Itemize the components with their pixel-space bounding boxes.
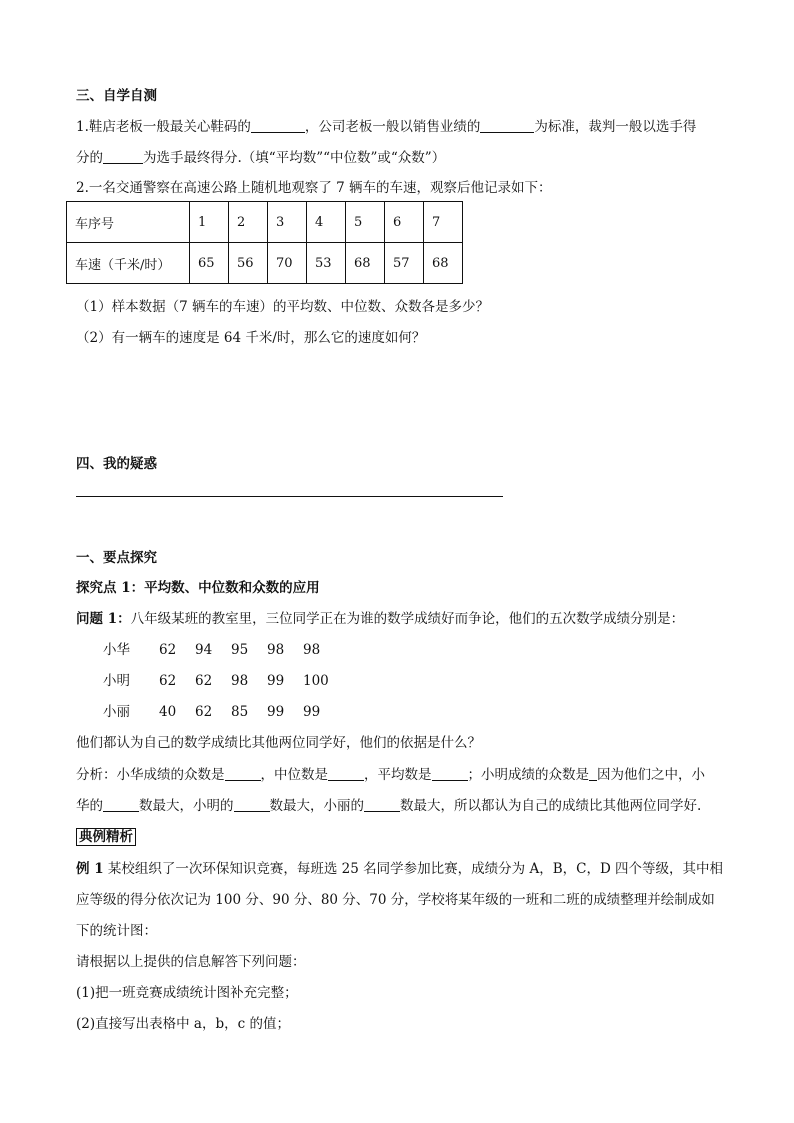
q1-text-c: 为标准，裁判一般以选手得 [534,119,697,135]
analysis-blank[interactable] [432,766,468,781]
table-row [67,243,463,284]
section4-title: 四、我的疑惑 [76,456,157,472]
q2-intro: 2.一名交通警察在高速公路上随机地观察了 7 辆车的车速，观察后他记录如下： [76,180,552,196]
example-heading [76,825,136,845]
score-value: 62 [159,642,177,658]
score-value: 94 [195,642,213,658]
score-value: 85 [231,704,249,720]
score-row [103,700,339,720]
task-1: (1)把一班竞赛成绩统计图补充完整； [76,985,298,1001]
score-value: 62 [159,673,177,689]
table-cell: 5 [346,202,385,243]
table-row [67,202,463,243]
analysis-text: ，平均数是 [364,767,432,783]
point-heading: 探究点 1：平均数、中位数和众数的应用 [76,580,320,596]
problem-label: 问题 1： [76,611,131,627]
table-cell: 2 [229,202,268,243]
sub-question-1: （1）样本数据（7 辆车的车速）的平均数、中位数、众数各是多少？ [76,299,489,315]
table-cell: 70 [268,243,307,284]
student-name: 小华 [103,642,130,658]
analysis-text: 因为他们之中，小 [597,767,705,783]
table-cell: 68 [346,243,385,284]
analysis-text: ；小明成绩的众数是 [467,767,589,783]
analysis-blank[interactable] [328,766,364,781]
score-row [103,669,339,689]
example-line1 [76,857,723,877]
table-cell: 1 [190,202,229,243]
table-cell: 68 [424,243,463,284]
table-cell: 6 [385,202,424,243]
student-name: 小明 [103,673,130,689]
score-value: 98 [267,642,285,658]
example-heading-label: 典例精析 [76,828,136,846]
analysis-text: 分析：小华成绩的众数是 [76,767,225,783]
student-name: 小丽 [103,704,130,720]
table-cell: 53 [307,243,346,284]
analysis-blank[interactable] [225,766,261,781]
score-value: 98 [231,673,249,689]
score-value: 99 [267,704,285,720]
table-cell: 57 [385,243,424,284]
table-cell: 65 [190,243,229,284]
analysis-text: 数最大，小丽的 [269,798,364,814]
answer-prompt: 请根据以上提供的信息解答下列问题： [76,954,306,970]
problem-text: 八年级某班的教室里，三位同学正在为谁的数学成绩好而争论，他们的五次数学成绩分别是： [130,611,685,627]
score-value: 40 [159,704,177,720]
problem-1 [76,607,684,627]
analysis-text: 华的 [76,798,103,814]
table-cell: 7 [424,202,463,243]
q1-text-a: 1.鞋店老板一般最关心鞋码的 [76,119,251,135]
score-value: 100 [303,673,329,689]
section3-title: 三、自学自测 [76,88,157,104]
task-2: (2)直接写出表格中 a，b，c 的值； [76,1016,290,1032]
table-cell: 车速（千米/时） [67,243,190,284]
analysis-line1 [76,763,705,783]
table-cell: 4 [307,202,346,243]
q1-blank-2[interactable] [480,118,534,133]
question-text: 他们都认为自己的数学成绩比其他两位同学好，他们的依据是什么？ [76,735,481,751]
score-value: 98 [303,642,321,658]
analysis-text: 数最大，小明的 [139,798,234,814]
sub-question-2: （2）有一辆车的速度是 64 千米/时，那么它的速度如何？ [76,330,426,346]
score-value: 95 [231,642,249,658]
analysis-blank[interactable] [364,797,400,812]
score-value: 62 [195,673,213,689]
example-line2: 应等级的得分依次记为 100 分、90 分、80 分、70 分，学校将某年级的一班和二班的成绩整理并绘制成如 [76,892,715,908]
example-label: 例 1 [76,861,104,877]
score-row [103,638,339,658]
q1-text-e: 为选手最终得分.（填“平均数”“中位数”或“众数”） [143,150,446,166]
analysis-blank[interactable] [103,797,139,812]
analysis-text: ，中位数是 [260,767,328,783]
analysis-text: 数最大，所以都认为自己的成绩比其他两位同学好. [400,798,702,814]
score-value: 62 [195,704,213,720]
analysis-line2 [76,794,701,814]
table-cell: 56 [229,243,268,284]
q1-blank-3[interactable] [103,149,143,164]
example-line3: 下的统计图： [76,923,157,939]
analysis-blank[interactable] [589,766,597,781]
q1-line2 [76,146,445,166]
table-cell: 3 [268,202,307,243]
speed-table [66,201,463,284]
q1-text-d: 分的 [76,150,103,166]
q1-text-b: ，公司老板一般以销售业绩的 [304,119,481,135]
answer-line[interactable] [76,496,503,497]
q1-line1 [76,115,696,135]
example-text: 某校组织了一次环保知识竞赛，每班选 25 名同学参加比赛，成绩分为 A，B，C，D 四个等级，其中相 [107,861,724,877]
q1-blank-1[interactable] [251,118,305,133]
table-cell: 车序号 [67,202,190,243]
section1-title: 一、要点探究 [76,550,157,566]
score-value: 99 [303,704,321,720]
analysis-blank[interactable] [234,797,270,812]
score-value: 99 [267,673,285,689]
